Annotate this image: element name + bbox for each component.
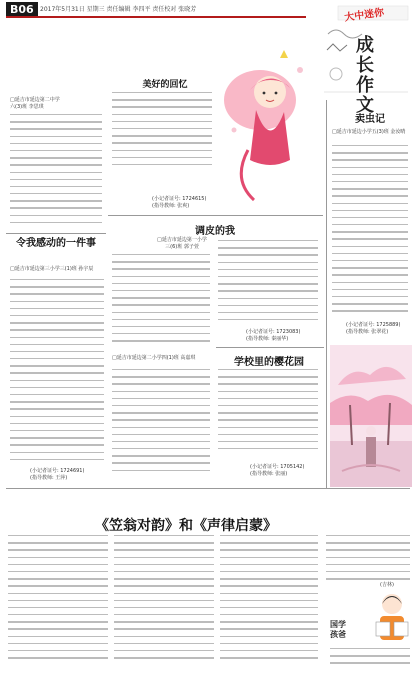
- article-body: [10, 279, 104, 461]
- article-title: 美好的回忆: [142, 80, 188, 90]
- column-title: 成长作文: [356, 35, 374, 116]
- article-source: (小记者证号: 1723083) (指导教师: 秦丽华): [246, 329, 301, 342]
- section-divider: [216, 347, 324, 348]
- article-source: (小记者证号: 1725889) (指导教师: 张翠花): [346, 322, 401, 335]
- article-body: [332, 145, 408, 315]
- article-body: [220, 535, 318, 665]
- article-body: [112, 254, 210, 350]
- article-body: [114, 535, 214, 665]
- article-body: [218, 240, 318, 326]
- child-reading-illustration: [372, 590, 412, 648]
- article-title: 学校里的樱花园: [234, 357, 304, 368]
- article-title: 卖虫记: [355, 114, 385, 125]
- brand-logo: 大中迷你: [343, 7, 385, 24]
- section-divider: [6, 488, 410, 489]
- article-body: [218, 369, 318, 459]
- section-divider: [326, 100, 327, 488]
- section-divider: [108, 215, 323, 216]
- article-body: [326, 535, 410, 583]
- page-number: B06: [6, 2, 38, 17]
- article-source: (小记者证号: 1705142) (指导教师: 张丽): [250, 464, 305, 477]
- page-meta: 2017年5月31日 星期三 责任编辑 李四平 责任校对 张晓芳: [40, 6, 197, 13]
- article-byline: □延吉市延边第二小学四(1)班 高嘉琪: [112, 355, 196, 361]
- article-source: (小记者证号: 1724615) (指导教师: 张爽): [152, 196, 207, 209]
- article-body: [112, 92, 212, 170]
- article-byline: □延吉市延边第二中学 六(3)班 李思琪: [10, 97, 60, 110]
- cherry-blossom-illustration: [330, 345, 412, 487]
- header-rule: [6, 16, 306, 18]
- article-title: 《笠翁对韵》和《声律启蒙》: [95, 518, 277, 534]
- article-byline: □延吉市延边第一小学 三(6)班 郭子萱: [157, 237, 207, 250]
- girl-illustration: [220, 30, 320, 210]
- article-body: [10, 114, 102, 230]
- article-source: (吉林): [380, 582, 394, 588]
- article-title: 调皮的我: [195, 226, 235, 237]
- article-body: [8, 535, 108, 665]
- article-byline: □延吉市延边第三小学三(1)班 孙宇辰: [10, 266, 94, 272]
- article-byline: □延吉市延边小学五(3)班 金汝晴: [332, 129, 406, 135]
- series-caption: 国学 孩爸: [330, 620, 346, 639]
- section-divider: [6, 233, 106, 234]
- article-body: [112, 369, 210, 479]
- article-title: 令我感动的一件事: [16, 238, 96, 249]
- article-source: (小记者证号: 1724691) (指导教师: 王萍): [30, 468, 85, 481]
- article-footer: [330, 648, 410, 668]
